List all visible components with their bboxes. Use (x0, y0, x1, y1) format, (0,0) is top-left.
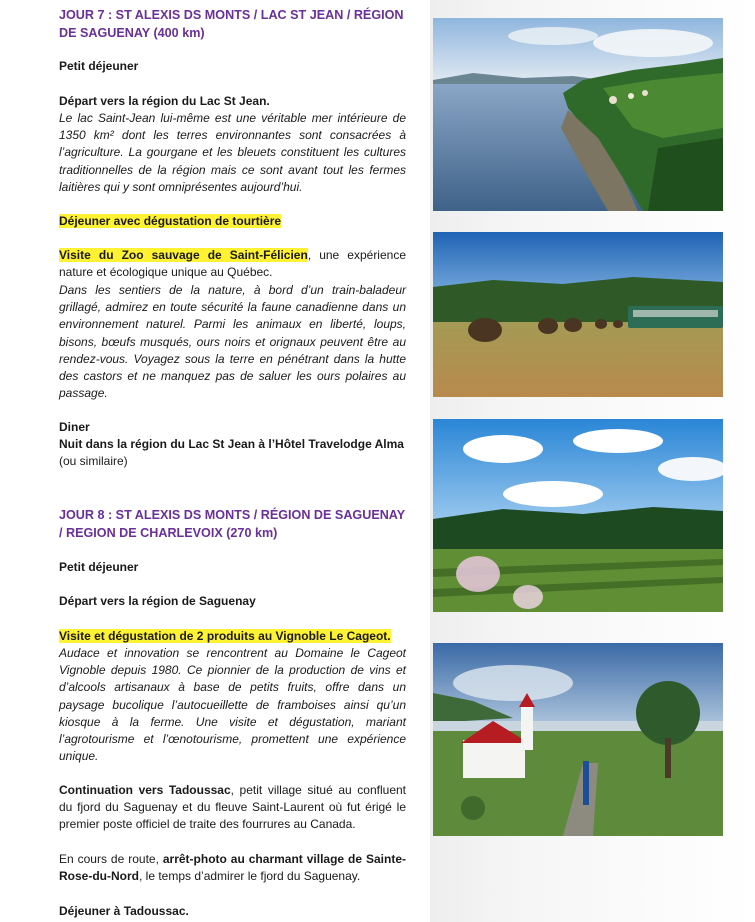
day7-zoo-text: Dans les sentiers de la nature, à bord d’un train-baladeur grillagé, admirez en toute sécurité la faune canadienne dans un environnement naturel. Parmi les animaux en liberté, loups, bisons, bœufs musqués, ours noirs et orignaux peuvent être au rendez-vous. Voyagez sous la terre en pénétrant dans la hutte des castors et ne manquez pas de saluer les ours polaires au passage. (59, 283, 406, 401)
day7-zoo-intro: , une expérience nature et écologique unique au Québec. (59, 248, 406, 280)
day7-dinner: Diner (59, 420, 90, 434)
day8-vineyard-highlight: Visite et dégustation de 2 produits au Vignoble Le Cageot. (59, 629, 391, 643)
day7-breakfast: Petit déjeuner (59, 59, 139, 73)
day7-zoo-highlight: Visite du Zoo sauvage de Saint-Félicien (59, 248, 308, 262)
day7-lunch (59, 213, 406, 230)
chapel-photo (433, 643, 723, 836)
bison-train-photo (433, 232, 723, 397)
day8-tadoussac-bold: Continuation vers Tadoussac (59, 783, 231, 797)
day8-departure: Départ vers la région de Saguenay (59, 594, 256, 608)
day8-route-bold: arrêt-photo au charmant village de Sainte-Rose-du-Nord (59, 852, 406, 884)
day7-departure-text: Le lac Saint-Jean lui-même est une véritable mer intérieure de 1350 km² dont les terres environnantes sont consacrées à l’agriculture. La gourgane et les bleuets constituent les cultures traditionnelles de la région mais ce sont avant tout les fermes laitières qui y sont omniprésentes aujourd’hui. (59, 111, 406, 194)
day7-lunch-highlight: Déjeuner avec dégustation de tourtière (59, 214, 282, 228)
lake-fjord-photo (433, 18, 723, 211)
day8-tadoussac-text: , petit village situé au confluent du fjord du Saguenay et du fleuve Saint-Laurent où fut érigé le premier poste officiel de traite des fourrures au Canada. (59, 783, 406, 832)
day7-departure-title: Départ vers la région du Lac St Jean. (59, 94, 270, 108)
day7-night: Nuit dans la région du Lac St Jean à l’Hôtel Travelodge Alma (59, 437, 404, 451)
day7-title: JOUR 7 : ST ALEXIS DS MONTS / LAC ST JEAN / RÉGION DE SAGUENAY (400 km) (59, 8, 404, 40)
day7-zoo-intro-paragraph (59, 247, 406, 281)
day8-tadoussac-paragraph (59, 782, 406, 834)
day8-vineyard (59, 628, 406, 645)
vineyard-photo (433, 419, 723, 612)
day8-vineyard-text: Audace et innovation se rencontrent au Domaine le Cageot Vignoble depuis 1980. Ce pionnier de la production de vins et d’alcools artisanaux à base de petits fruits, offre dans un paysage bucolique l’autocueillette de framboises ainsi qu’un kiosque à la ferme. Une visite et dégustation, mariant l’agrotourisme et l’œnotourisme, promettent une expérience unique. (59, 646, 406, 764)
day8-route-suffix: , le temps d’admirer le fjord du Saguenay. (139, 869, 361, 884)
day8-title: JOUR 8 : ST ALEXIS DS MONTS / RÉGION DE SAGUENAY / REGION DE CHARLEVOIX (270 km) (59, 508, 405, 540)
day8-route-paragraph (59, 851, 406, 885)
day7-night-note: (ou similaire) (59, 454, 128, 468)
day8-route-prefix: En cours de route, (59, 852, 163, 866)
day8-lunch: Déjeuner à Tadoussac. (59, 904, 189, 918)
day8-breakfast: Petit déjeuner (59, 560, 139, 574)
